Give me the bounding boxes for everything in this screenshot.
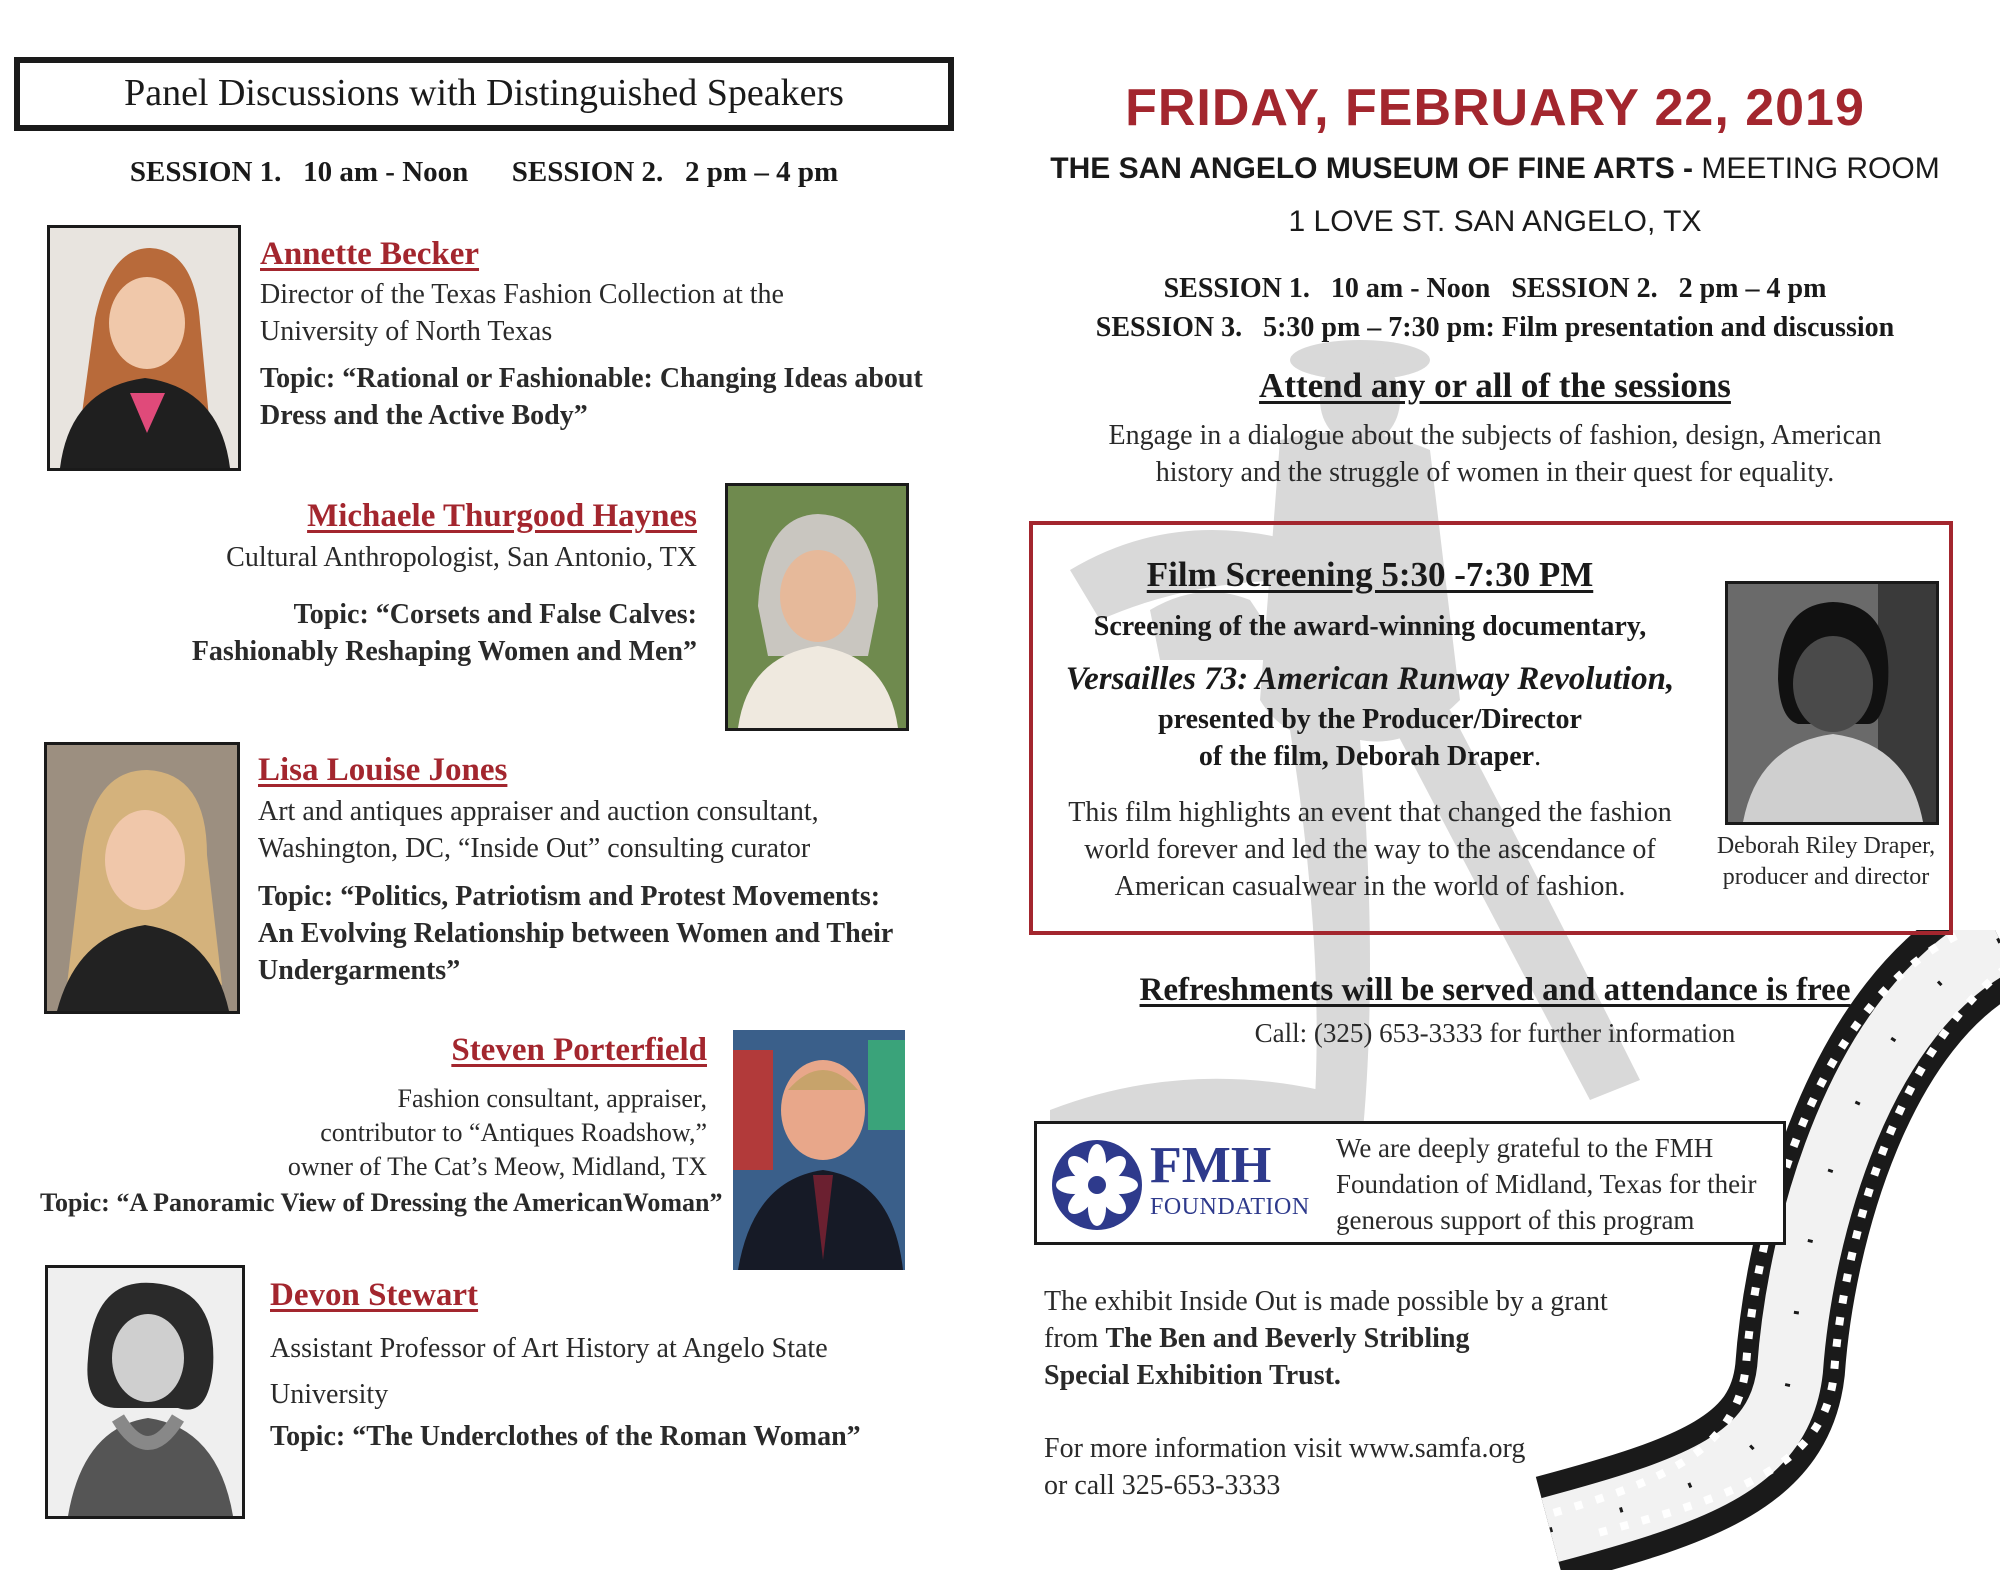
deborah-caption: Deborah Riley Draper, producer and director — [1716, 833, 1936, 890]
film-line3: of the film, Deborah Draper. — [1198, 741, 1542, 772]
speaker-topic-devon-stewart: Topic: “The Underclothes of the Roman Woman” — [270, 1421, 861, 1452]
speaker-name-devon-stewart[interactable]: Devon Stewart — [270, 1277, 479, 1313]
fmh-logo-subtext: FOUNDATION — [1150, 1194, 1310, 1220]
fmh-flower-logo-icon — [1050, 1138, 1144, 1232]
fmh-thanks-text: We are deeply grateful to the FMH Foundation of Midland, Texas for their generous support of this program — [1336, 1133, 1757, 1235]
venue-room: MEETING ROOM — [1701, 152, 1940, 185]
venue-address: 1 LOVE ST. SAN ANGELO, TX — [1288, 205, 1702, 238]
attend-text: Engage in a dialogue about the subjects of fashion, design, American history and the struggle of women in their quest for equality. — [1108, 420, 1882, 488]
deborah-draper-photo — [1725, 581, 1939, 825]
film-title: Versailles 73: American Runway Revolution, — [1065, 661, 1675, 697]
venue-line — [1030, 152, 1960, 186]
speaker-topic-steven-porterfield: Topic: “A Panoramic View of Dressing the AmericanWoman” — [40, 1188, 723, 1217]
speaker-desc-lisa-jones: Art and antiques appraiser and auction consultant, Washington, DC, “Inside Out” consulting curator — [258, 796, 819, 864]
speaker-topic-annette-becker: Topic: “Rational or Fashionable: Changing Ideas about Dress and the Active Body” — [260, 363, 923, 431]
refreshments-call: Call: (325) 653-3333 for further information — [1254, 1018, 1736, 1048]
right-sessions-line1: SESSION 1. 10 am - Noon SESSION 2. 2 pm – 4 pm — [1163, 273, 1827, 304]
film-heading: Film Screening 5:30 -7:30 PM — [1146, 555, 1594, 594]
panel-header-box — [14, 57, 954, 131]
speaker-name-michaele-haynes[interactable]: Michaele Thurgood Haynes — [307, 498, 697, 534]
fmh-logo-text: FMH — [1150, 1137, 1272, 1194]
attend-heading: Attend any or all of the sessions — [1259, 366, 1731, 405]
speaker-photo-devon-stewart — [45, 1265, 245, 1519]
left-sessions: SESSION 1. 10 am - Noon SESSION 2. 2 pm – 4 pm — [129, 156, 839, 188]
event-date: FRIDAY, FEBRUARY 22, 2019 — [1125, 79, 1865, 137]
grant-text: The exhibit Inside Out is made possible by a grant from The Ben and Beverly Stribling Special Exhibition Trust. — [1044, 1286, 1608, 1391]
film-line1: Screening of the award-winning documentary, — [1093, 611, 1647, 642]
speaker-desc-annette-becker: Director of the Texas Fashion Collection at the University of North Texas — [260, 279, 784, 347]
speaker-topic-michaele-haynes: Topic: “Corsets and False Calves: Fashionably Reshaping Women and Men” — [191, 599, 697, 667]
speaker-desc-devon-stewart: Assistant Professor of Art History at Angelo State University — [270, 1333, 828, 1410]
panel-header-title: Panel Discussions with Distinguished Speakers — [124, 72, 844, 114]
film-description: This film highlights an event that changed the fashion world forever and led the way to the ascendance of American casualwear in the world of fashion. — [1068, 797, 1672, 902]
more-info-text: For more information visit www.samfa.org or call 325-653-3333 — [1044, 1433, 1526, 1501]
film-line2: presented by the Producer/Director — [1158, 704, 1582, 735]
right-sessions-line2: SESSION 3. 5:30 pm – 7:30 pm: Film presentation and discussion — [1095, 312, 1895, 343]
speaker-desc-michaele-haynes: Cultural Anthropologist, San Antonio, TX — [226, 542, 697, 573]
speaker-photo-steven-porterfield — [733, 1030, 905, 1270]
speaker-photo-michaele-haynes — [725, 483, 909, 731]
venue-name: THE SAN ANGELO MUSEUM OF FINE ARTS - — [1050, 152, 1702, 185]
speaker-photo-lisa-jones — [44, 742, 240, 1014]
speaker-name-annette-becker[interactable]: Annette Becker — [260, 236, 480, 272]
speaker-photo-annette-becker — [47, 225, 241, 471]
refreshments-heading: Refreshments will be served and attendance is free — [1139, 972, 1851, 1008]
speaker-desc-steven-porterfield: Fashion consultant, appraiser, contributor to “Antiques Roadshow,” owner of The Cat’s Meow, Midland, TX — [287, 1084, 707, 1181]
speaker-name-lisa-jones[interactable]: Lisa Louise Jones — [258, 752, 508, 788]
speaker-name-steven-porterfield[interactable]: Steven Porterfield — [451, 1032, 707, 1068]
speaker-topic-lisa-jones: Topic: “Politics, Patriotism and Protest Movements: An Evolving Relationship between Women and Their Undergarments” — [258, 881, 894, 986]
